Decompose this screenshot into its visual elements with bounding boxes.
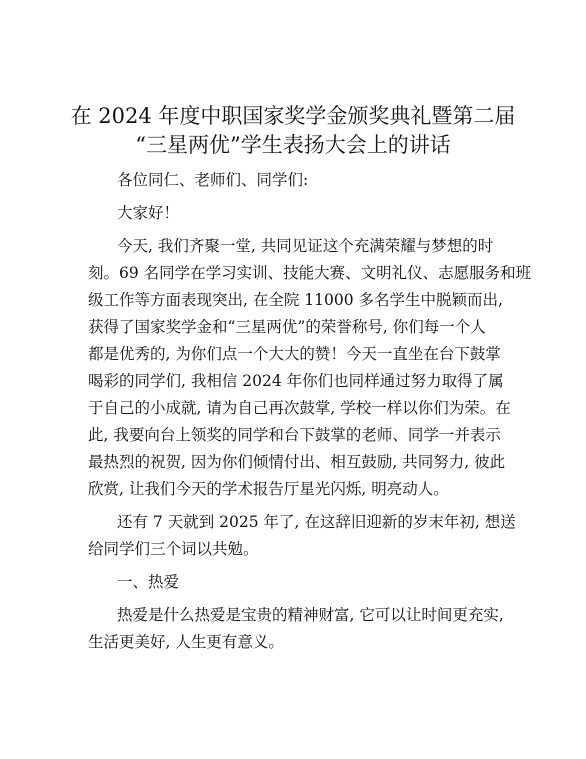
paragraph-1-line: 刻。69 名同学在学习实训、技能大赛、文明礼仪、志愿服务和班 <box>88 264 532 282</box>
paragraph-1-line: 欣赏, 让我们今天的学术报告厅星光闪烁, 明亮动人。 <box>88 480 449 498</box>
paragraph-3-line: 生活更美好, 人生更有意义。 <box>88 633 284 651</box>
paragraph-3-line: 热爱是什么热爱是宝贵的精神财富, 它可以让时间更充实, <box>117 606 504 624</box>
paragraph-1-line: 都是优秀的, 为你们点一个大大的赞！今天一直坐在台下鼓掌 <box>88 345 501 363</box>
greeting: 大家好！ <box>117 204 180 222</box>
paragraph-1-line: 获得了国家奖学金和“三星两优”的荣誉称号, 你们每一个人 <box>88 318 486 336</box>
paragraph-2-line: 还有 7 天就到 2025 年了, 在这辞旧迎新的岁末年初, 想送 <box>117 513 516 531</box>
section-heading: 一、热爱 <box>117 573 180 591</box>
document-title-line-2: “三星两优”学生表扬大会上的讲话 <box>135 133 451 157</box>
document-title-line-1: 在 2024 年度中职国家奖学金颁奖典礼暨第二届 <box>70 104 516 128</box>
paragraph-1-line: 级工作等方面表现突出, 在全院 11000 多名学生中脱颖而出, <box>88 291 503 309</box>
paragraph-2-line: 给同学们三个词以共勉。 <box>88 540 259 558</box>
paragraph-1-line: 于自己的小成就, 请为自己再次鼓掌, 学校一样以你们为荣。在 <box>88 399 511 417</box>
salutation: 各位同仁、老师们、同学们: <box>117 171 309 189</box>
paragraph-1-line: 此, 我要向台上领奖的同学和台下鼓掌的老师、同学一并表示 <box>88 426 501 444</box>
paragraph-1-line: 今天, 我们齐聚一堂, 共同见证这个充满荣耀与梦想的时 <box>117 237 494 255</box>
paragraph-1-line: 最热烈的祝贺, 因为你们倾情付出、相互鼓励, 共同努力, 彼此 <box>88 453 506 471</box>
paragraph-1-line: 喝彩的同学们, 我相信 2024 年你们也同样通过努力取得了属 <box>88 372 504 390</box>
